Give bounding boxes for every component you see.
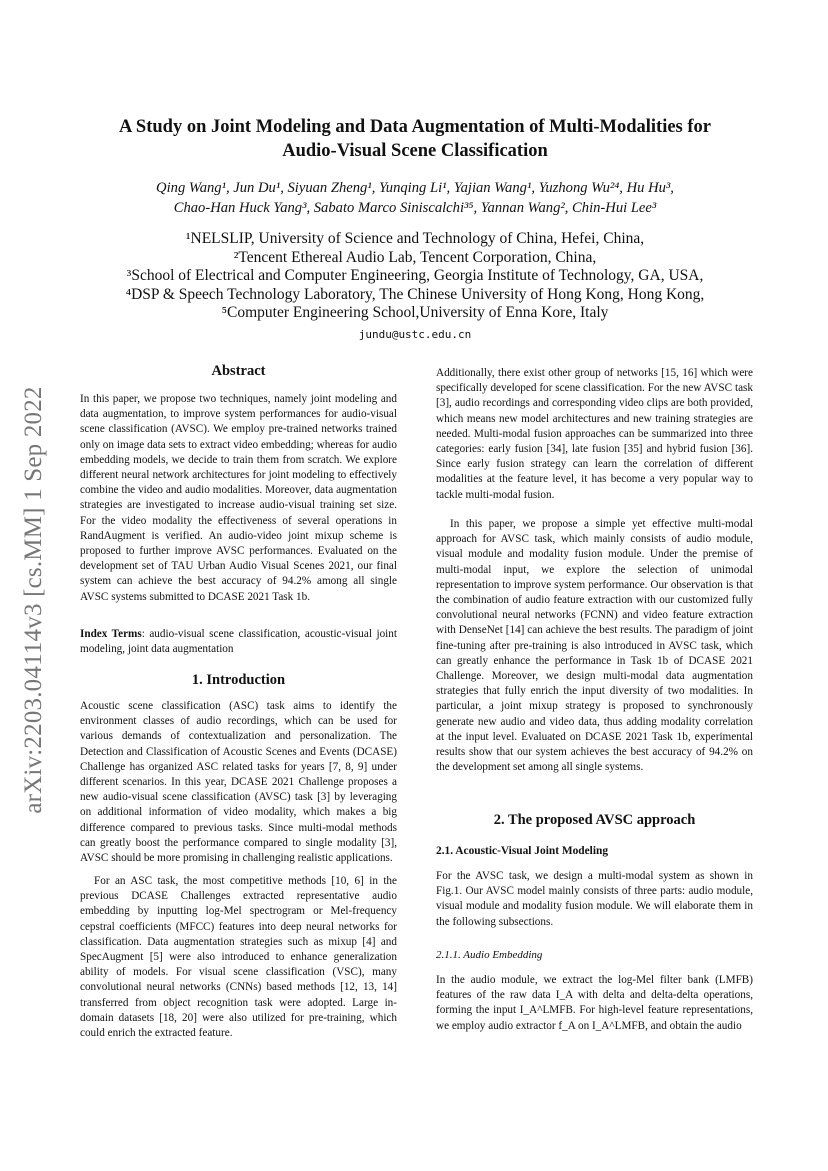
title-line-1: A Study on Joint Modeling and Data Augmentation of Multi-Modalities for — [118, 117, 712, 137]
affiliation-2: ²Tencent Ethereal Audio Lab, Tencent Corporation, China, — [233, 248, 597, 266]
right-paragraph-2: In this paper, we propose a simple yet effective multi-modal approach for AVSC task, which mainly consists of audio module, visual module and modality fusion module. Under the premise of multi-modal input, we explore the selection of unimodal representation to improve system performance. Our observation is that the combination of audio feature extraction with our customized fully convolutional neural networks (FCNN) and video feature extraction with DenseNet [14] can achieve the best results. The paradigm of joint fine-tuning after pre-training is also introduced in AVSC task, which can greatly enhance the performance in Task 1b of DCASE 2021 Challenge. Moreover, we design multi-modal data augmentation strategies that fully enrich the input diversity of two modalities. In particular, a joint mixup strategy is proposed to synchronously generate new audio and video data, thus adding modality correlation at the input level. Evaluated on DCASE 2021 Task 1b, experimental results show that our system achieves the best accuracy of 94.2% on the development set among all single systems. — [436, 518, 753, 774]
authors-line-2: Chao-Han Huck Yang³, Sabato Marco Siniscalchi³⁵, Yannan Wang², Chin-Hui Lee³ — [173, 200, 657, 216]
section-2-heading: 2. The proposed AVSC approach — [493, 812, 696, 828]
affiliation-list — [70, 230, 760, 323]
intro-paragraph-2: For an ASC task, the most competitive methods [10, 6] in the previous DCASE Challenges extracted representative audio embedding by inputting log-Mel spectrogram or Mel-frequency cepstral coefficients (MFCC) features into deep neural networks for classification. Data augmentation strategies such as mixup [4] and SpecAugment [5] were also introduced to enhance generalization ability of models. For visual scene classification (VSC), many convolutional neural networks (CNNs) based methods [12, 13, 14] transferred from object recognition task were adopted. Large in-domain datasets [18, 20] were also utilized for pre-training, which could enrich the extracted feature. — [80, 875, 397, 1040]
index-terms-text: : audio-visual scene classification, acoustic-visual joint modeling, joint data augmentation — [80, 628, 397, 656]
affiliation-3: ³School of Electrical and Computer Engineering, Georgia Institute of Technology, GA, USA, — [126, 267, 704, 284]
subsection-2-1-heading: 2.1. Acoustic-Visual Joint Modeling — [436, 845, 609, 857]
index-terms — [80, 627, 397, 657]
paper-title — [70, 115, 760, 163]
introduction-heading: 1. Introduction — [191, 672, 286, 688]
arxiv-sidebar — [14, 360, 54, 840]
right-paragraph-3: For the AVSC task, we design a multi-modal system as shown in Fig.1. Our AVSC model mainly consists of three parts: audio module, visual module and modality fusion module. We will elaborate them in the following subsections. — [436, 870, 753, 928]
right-paragraph-1: Additionally, there exist other group of networks [15, 16] which were specifically developed for scene classification. For the new AVSC task [3], audio recordings and corresponding video clips are both provided, which means new model architectures and new training strategies are needed. Multi-modal fusion approaches can be summarized into three categories: early fusion [34], late fusion [35] and hybrid fusion [36]. Since early fusion strategy can learn the correlation of different modalities at the feature level, it has become a very popular way to tackle multi-modal fusion. — [436, 367, 753, 501]
index-terms-label: Index Terms — [80, 628, 142, 640]
subsubsection-2-1-1-heading: 2.1.1. Audio Embedding — [436, 949, 543, 961]
arxiv-identifier: arXiv:2203.04114v3 [cs.MM] 1 Sep 2022 — [20, 386, 47, 814]
title-line-2: Audio-Visual Scene Classification — [282, 141, 548, 161]
intro-paragraph-1: Acoustic scene classification (ASC) task aims to identify the environment classes of audio recordings, which can be used for various demands of contextualization and personalization. The Detection and Classification of Acoustic Scenes and Events (DCASE) Challenge has organized ASC related tasks for years [7, 8, 9] under different scenarios. In this year, DCASE 2021 Challenge proposes a new audio-visual scene classification (AVSC) task [3] by leveraging on additional information of video modality, which makes a big difference compared to previous tasks. Since multi-modal methods can greatly boost the performance compared to single modality [3], AVSC should be more promising in challenging realistic applications. — [80, 700, 397, 865]
abstract-heading: Abstract — [211, 363, 266, 379]
affiliation-1: ¹NELSLIP, University of Science and Technology of China, Hefei, China, — [185, 230, 645, 247]
abstract-text: In this paper, we propose two techniques, namely joint modeling and data augmentation, to improve system performances for audio-visual scene classification (AVSC). We employ pre-trained networks trained only on image data sets to extract video embedding; whereas for audio embedding models, we decide to train them from scratch. We explore different neural network architectures for joint modeling to effectively combine the video and audio modalities. Moreover, data augmentation strategies are investigated to increase audio-visual training set size. For the video modality the effectiveness of several operations in RandAugment is verified. An audio-video joint mixup scheme is proposed to further improve AVSC performances. Evaluated on the development set of TAU Urban Audio Visual Scenes 2021, our final system can achieve the best accuracy of 94.2% among all single AVSC systems submitted to DCASE 2021 Task 1b. — [80, 393, 397, 603]
contact-email: jundu@ustc.edu.cn — [358, 328, 472, 341]
right-paragraph-4: In the audio module, we extract the log-Mel filter bank (LMFB) features of the raw data I_A with delta and delta-delta operations, forming the input I_A^LMFB. For high-level feature representations, we employ audio extractor f_A on I_A^LMFB, and obtain the audio — [436, 974, 753, 1032]
authors-line-1: Qing Wang¹, Jun Du¹, Siyuan Zheng¹, Yunqing Li¹, Yajian Wang¹, Yuzhong Wu²⁴, Hu Hu³, — [156, 180, 674, 196]
affiliation-4: ⁴DSP & Speech Technology Laboratory, The Chinese University of Hong Kong, Hong Kong, — [125, 285, 705, 303]
affiliation-5: ⁵Computer Engineering School,University of Enna Kore, Italy — [221, 304, 609, 321]
author-list — [70, 178, 760, 218]
